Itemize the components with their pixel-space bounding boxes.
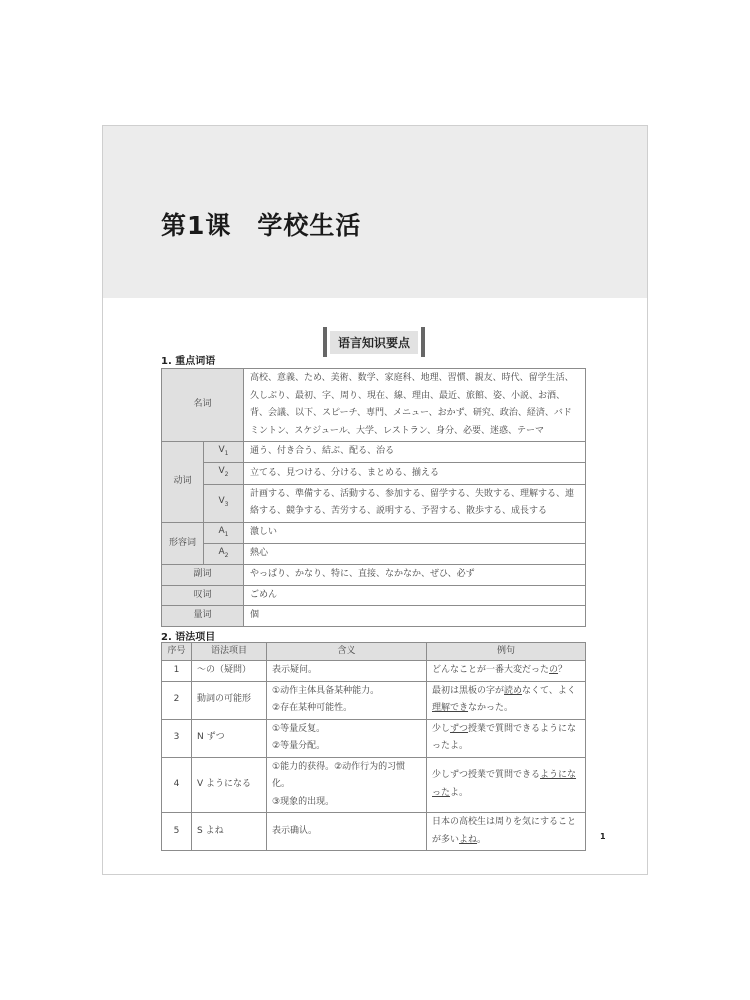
row-no: 3 (162, 719, 192, 757)
row-example: 最初は黒板の字が読めなくて、よく 理解できなかった。 (427, 681, 586, 719)
row-no: 5 (162, 813, 192, 851)
adverb-words: やっぱり、かなり、特に、直接、なかなか、ぜひ、必ず (244, 565, 586, 586)
col-header-item: 语法项目 (192, 643, 267, 661)
document-page (102, 125, 648, 875)
row-example: 少しずつ授業で質問できるようにな ったよ。 (427, 757, 586, 813)
counter-words: 個 (244, 606, 586, 627)
v1-label: $V_1$ (204, 442, 244, 463)
table-row (162, 757, 586, 813)
section-title: 语言知识要点 (330, 331, 418, 354)
a2-words: 熱心 (244, 543, 586, 564)
grammar-table (161, 642, 586, 851)
row-no: 1 (162, 661, 192, 682)
noun-words: 高校、意義、ため、美術、数学、家庭科、地理、習慣、親友、時代、留学生活、久しぶり、最初、字、周り、現在、線、理由、最近、旅館、姿、小説、お酒、背、会議、以下、スピーチ、専門、メニュー、おかず、研究、政治、経済、バドミントン、スケジュール、大学、レストラン、身分、必要、迷惑、テーマ (244, 369, 586, 442)
table-row (162, 585, 586, 606)
row-meaning: 表示疑问。 (267, 661, 427, 682)
page-number: 1 (600, 832, 606, 841)
row-item: N ずつ (192, 719, 267, 757)
vocab-heading: 1. 重点词语 (161, 356, 216, 367)
table-row (162, 522, 586, 543)
row-meaning: ①等量反复。 ②等量分配。 (267, 719, 427, 757)
v3-words: 計画する、準備する、活動する、参加する、留学する、失敗する、理解する、連絡する、競争する、苦労する、説明する、予習する、散歩する、成長する (244, 484, 586, 522)
a2-label: $A_2$ (204, 543, 244, 564)
row-meaning: 表示确认。 (267, 813, 427, 851)
adj-label: 形容词 (162, 522, 204, 565)
adverb-label: 副词 (162, 565, 244, 586)
row-example: どんなことが一番大変だったの？ (427, 661, 586, 682)
table-row (162, 369, 586, 442)
row-no: 4 (162, 757, 192, 813)
table-row (162, 543, 586, 564)
row-item: ～の（疑問） (192, 661, 267, 682)
v2-label: $V_2$ (204, 463, 244, 484)
row-example: 日本の高校生は周りを気にすること が多いよね。 (427, 813, 586, 851)
table-row (162, 719, 586, 757)
row-meaning: ①动作主体具备某种能力。 ②存在某种可能性。 (267, 681, 427, 719)
row-example: 少しずつ授業で質問できるようにな ったよ。 (427, 719, 586, 757)
row-item: S よね (192, 813, 267, 851)
a1-words: 激しい (244, 522, 586, 543)
interj-words: ごめん (244, 585, 586, 606)
noun-label: 名词 (162, 369, 244, 442)
row-item: 動詞の可能形 (192, 681, 267, 719)
table-header-row (162, 643, 586, 661)
verb-label: 动词 (162, 442, 204, 523)
counter-label: 量词 (162, 606, 244, 627)
interj-label: 叹词 (162, 585, 244, 606)
table-row (162, 484, 586, 522)
row-meaning: ①能力的获得。②动作行为的习惯化。 ③现象的出现。 (267, 757, 427, 813)
col-header-no: 序号 (162, 643, 192, 661)
grammar-heading: 2. 语法项目 (161, 632, 216, 643)
v3-label: $V_3$ (204, 484, 244, 522)
chapter-banner (103, 126, 647, 298)
row-item: V ようになる (192, 757, 267, 813)
v2-words: 立てる、見つける、分ける、まとめる、揃える (244, 463, 586, 484)
vocab-table (161, 368, 586, 627)
table-row (162, 606, 586, 627)
table-row (162, 661, 586, 682)
v1-words: 通う、付き合う、結ぶ、配る、治る (244, 442, 586, 463)
col-header-meaning: 含义 (267, 643, 427, 661)
table-row (162, 681, 586, 719)
a1-label: $A_1$ (204, 522, 244, 543)
row-no: 2 (162, 681, 192, 719)
section-title-box (323, 327, 425, 357)
col-header-example: 例句 (427, 643, 586, 661)
table-row (162, 565, 586, 586)
table-row (162, 813, 586, 851)
chapter-title: 第1课 学校生活 (161, 211, 362, 240)
table-row (162, 442, 586, 463)
table-row (162, 463, 586, 484)
